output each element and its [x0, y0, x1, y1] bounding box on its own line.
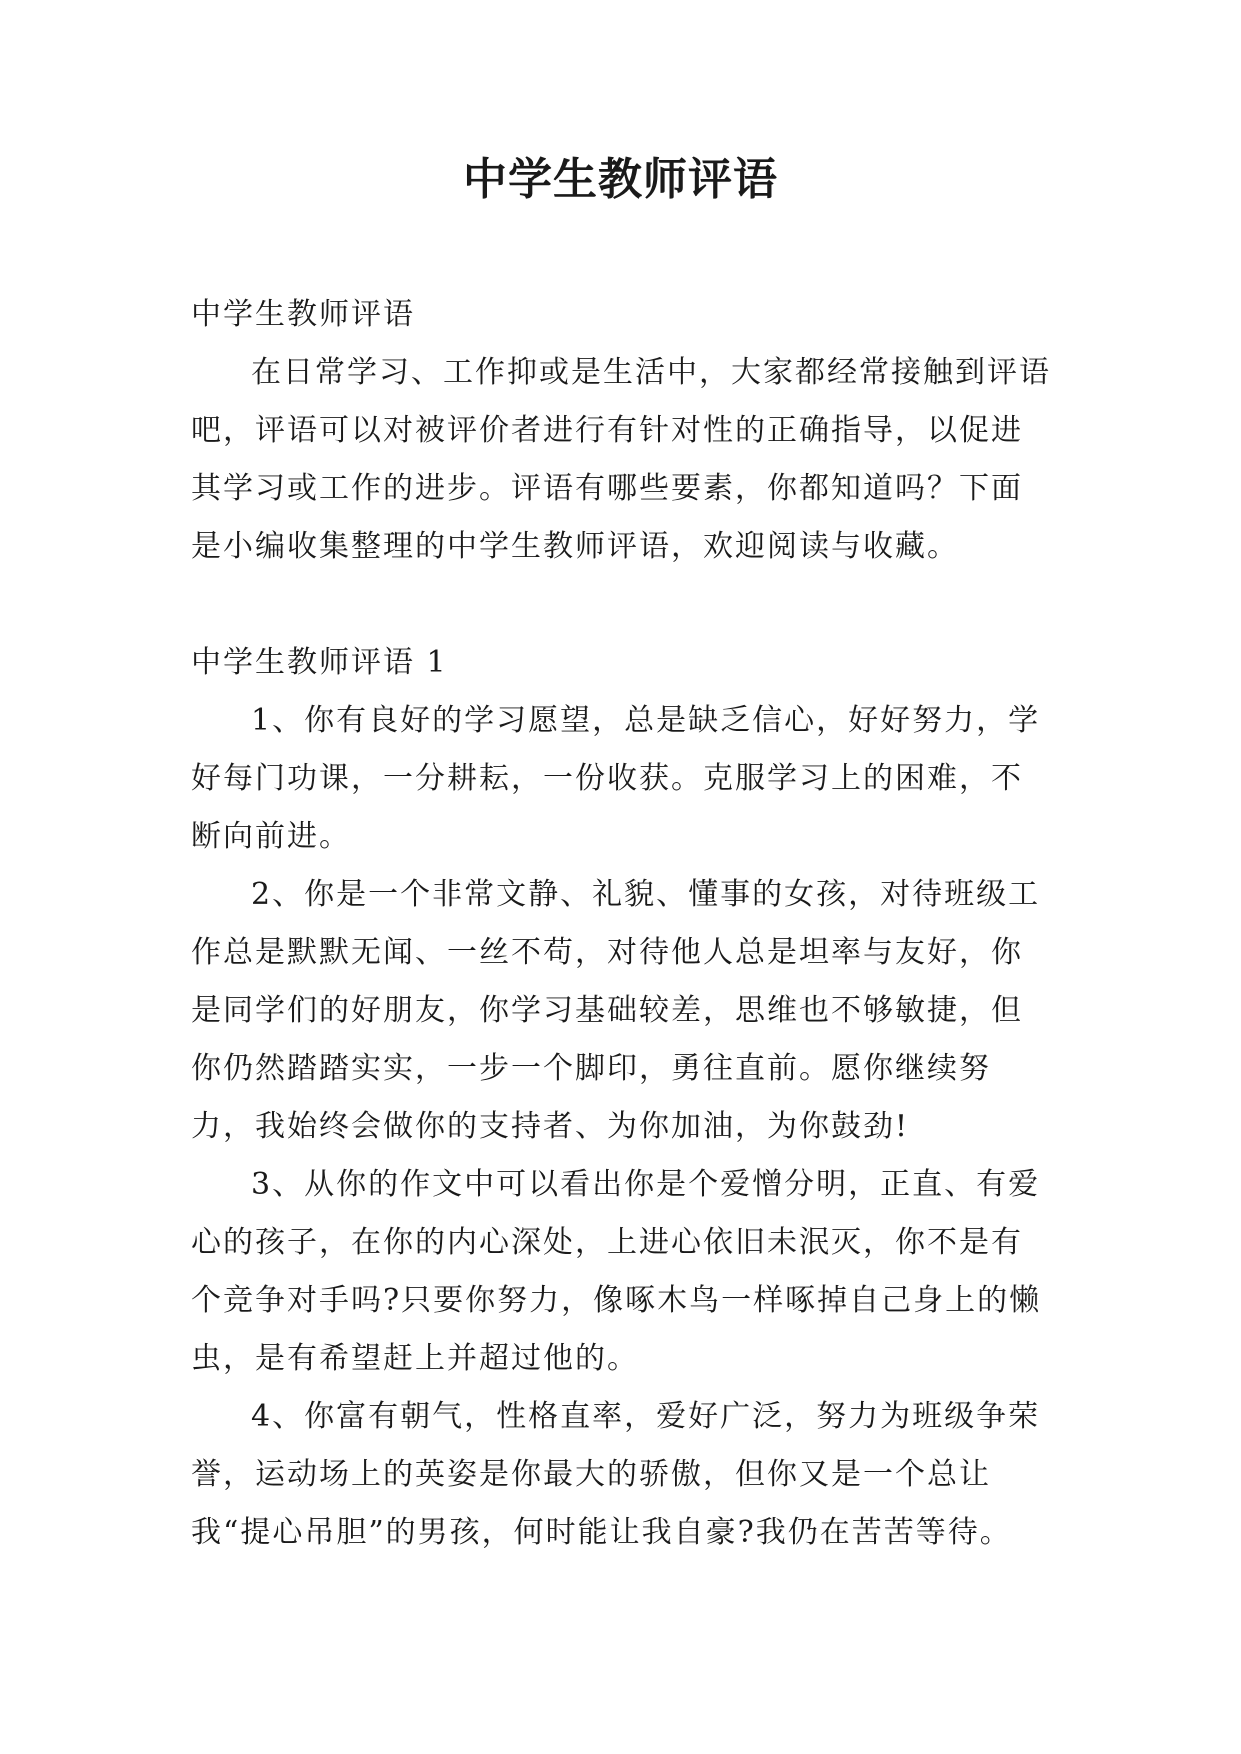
comment-item-4: 4、你富有朝气，性格直率，爱好广泛，努力为班级争荣誉，运动场上的英姿是你最大的骄傲，但你又是一个总让我“提心吊胆”的男孩，何时能让我自豪?我仍在苦苦等待。: [191, 1399, 1041, 1550]
section-heading: 中学生教师评语 1: [191, 645, 448, 680]
comment-item-2: 2、你是一个非常文静、礼貌、懂事的女孩，对待班级工作总是默默无闻、一丝不苟，对待他人总是坦率与友好，你是同学们的好朋友，你学习基础较差，思维也不够敏捷，但你仍然踏踏实实，一步一个脚印，勇往直前。愿你继续努力，我始终会做你的支持者、为你加油，为你鼓劲!: [191, 877, 1041, 1144]
intro-paragraph: 在日常学习、工作抑或是生活中，大家都经常接触到评语吧，评语可以对被评价者进行有针对性的正确指导，以促进其学习或工作的进步。评语有哪些要素，你都知道吗？下面是小编收集整理的中学生教师评语，欢迎阅读与收藏。: [191, 355, 1051, 564]
intro-heading: 中学生教师评语: [191, 297, 415, 332]
comment-item-1: 1、你有良好的学习愿望，总是缺乏信心，好好努力，学好每门功课，一分耕耘，一份收获。克服学习上的困难，不断向前进。: [191, 703, 1041, 854]
document-title: 中学生教师评语: [463, 154, 778, 205]
comment-item-3: 3、从你的作文中可以看出你是个爱憎分明，正直、有爱心的孩子，在你的内心深处，上进心依旧未泯灭，你不是有个竞争对手吗?只要你努力，像啄木鸟一样啄掉自己身上的懒虫，是有希望赶上并超过他的。: [191, 1167, 1042, 1376]
section-spacer: [191, 576, 1051, 634]
document-body: [191, 286, 1051, 1562]
